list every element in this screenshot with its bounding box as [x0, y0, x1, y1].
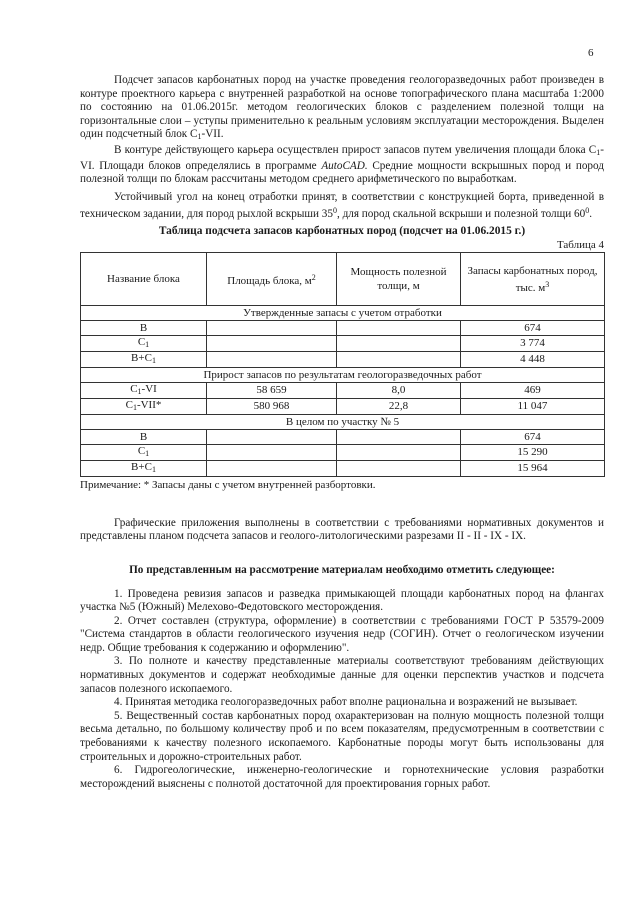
table-note: Примечание: * Запасы даны с учетом внутренней разбортовки. [80, 479, 376, 492]
table-row [81, 399, 605, 415]
table-cell-thickness [337, 430, 461, 445]
findings-list [80, 588, 604, 792]
table-cell-thickness: 8,0 [337, 383, 461, 399]
table-cell-area [207, 430, 337, 445]
reserves-table [80, 252, 605, 477]
table-row [81, 430, 605, 445]
table-cell-block: $В+С_1$ [81, 352, 207, 368]
header-block-name: Название блока [81, 253, 207, 306]
table-cell-reserves: 3 774 [461, 336, 605, 352]
intro-paragraph-2: В контуре действующего карьера осуществлен прирост запасов путем увеличения площади блока $С_1-VI$. Площади блоков определялись в программе AutoCAD. Средние мощности вскрышных пород и пород полезной толщи по блокам рассчитаны методом среднего арифметического по выработкам. [80, 143, 604, 186]
table-cell-thickness [337, 321, 461, 336]
header-reserves: Запасы карбонатных пород, тыс. $м^3$ [461, 253, 605, 306]
page-content [80, 74, 604, 791]
page-number: 6 [588, 47, 594, 59]
table-cell-block: $В+С_1$ [81, 461, 207, 477]
table-cell-reserves: 469 [461, 383, 605, 399]
table-cell-area [207, 445, 337, 461]
header-thickness: Мощность полезной толщи, м [337, 253, 461, 306]
table-cell-thickness [337, 445, 461, 461]
table-section-row [81, 306, 605, 321]
table-cell-reserves: 15 290 [461, 445, 605, 461]
table-cell-block: $С_1-VII*$ [81, 399, 207, 415]
table-row [81, 383, 605, 399]
table-cell-area [207, 461, 337, 477]
table-row [81, 461, 605, 477]
table-section-row [81, 415, 605, 430]
table-cell-area [207, 352, 337, 368]
table-cell-area [207, 336, 337, 352]
header-area: Площадь блока, $м^2$ [207, 253, 337, 306]
table-cell-block: $С_1-VI$ [81, 383, 207, 399]
table-row [81, 352, 605, 368]
table-cell-block: $С_1$ [81, 445, 207, 461]
table-row [81, 336, 605, 352]
table-cell-block: В [81, 321, 207, 336]
finding-item: 1. Проведена ревизия запасов и разведка примыкающей площади карбонатных пород на флангах участка №5 (Южный) Мелехово-Федотовского месторождения. [80, 587, 604, 614]
table-cell-reserves: 11 047 [461, 399, 605, 415]
table-label: Таблица 4 [556, 238, 604, 251]
table-section-title: Прирост запасов по результатам геологоразведочных работ [81, 368, 605, 383]
table-row [81, 321, 605, 336]
table-cell-reserves: 4 448 [461, 352, 605, 368]
table-cell-area: 580 968 [207, 399, 337, 415]
table-cell-reserves: 674 [461, 430, 605, 445]
table-section-title: В целом по участку № 5 [81, 415, 605, 430]
table-body [81, 306, 605, 477]
table-cell-area: 58 659 [207, 383, 337, 399]
table-cell-block: $С_1$ [81, 336, 207, 352]
table-cell-thickness [337, 461, 461, 477]
graphics-paragraph: Графические приложения выполнены в соответствии с требованиями нормативных документов и представлены планом подсчета запасов и геолого-литологическими разрезами II - II - IX - IX. [80, 516, 604, 543]
table-row [81, 445, 605, 461]
table-cell-reserves: 15 964 [461, 461, 605, 477]
table-cell-thickness [337, 336, 461, 352]
table-cell-block: В [81, 430, 207, 445]
finding-item: 2. Отчет составлен (структура, оформление) в соответствии с требованиями ГОСТ Р 53579-2009 "Система стандартов в области геологического изучения недр (СОГИН). Отчет о геологическом изучении недр. Общие требования к содержанию и оформлению". [80, 614, 604, 654]
table-section-row [81, 368, 605, 383]
table-section-title: Утвержденные запасы с учетом отработки [81, 306, 605, 321]
finding-item: 3. По полноте и качеству представленные материалы соответствуют требованиям действующих нормативных документов и содержат необходимые данные для оценки перспектив участков и подсчета запасов полезного ископаемого. [80, 655, 604, 695]
table-cell-reserves: 674 [461, 321, 605, 336]
section-heading: По представленным на рассмотрение материалам необходимо отметить следующее: [129, 563, 555, 576]
intro-paragraph-3: Устойчивый угол на конец отработки принят, в соответствии с конструкцией борта, приведенной в техническом задании, для пород рыхлой вскрыши $35^0$, для пород скальной вскрыши и полезной толщи $60^0$. [80, 190, 604, 221]
table-title: Таблица подсчета запасов карбонатных пород (подсчет на 01.06.2015 г.) [158, 224, 526, 237]
finding-item: 6. Гидрогеологические, инженерно-геологические и горнотехнические условия разработки месторождений выяснены с полнотой достаточной для проектирования горных работ. [80, 764, 604, 790]
intro-paragraph-1: Подсчет запасов карбонатных пород на участке проведения геологоразведочных работ произведен в контуре проектного карьера с внутренней разработкой на основе топографического плана масштаба 1:2000 по состоянию на 01.06.2015г. методом геологических блоков с разделением полезной толщи на горизонтальные слои – уступы применительно к реальным условиям эксплуатации месторождения. Выделен один подсчетный блок $С_1$-VII. [80, 74, 604, 142]
table-cell-thickness: 22,8 [337, 399, 461, 415]
finding-item: 5. Вещественный состав карбонатных пород охарактеризован на полную мощность полезной толщи весьма детально, по большому количеству проб и по всем показателям, предусмотренным в соответствии с требованиями к качеству полезного ископаемого. Карбонатные породы могут быть использованы для строительных и дорожно-строительных работ. [80, 709, 604, 763]
table-header-row [81, 253, 605, 306]
table-cell-area [207, 321, 337, 336]
table-cell-thickness [337, 352, 461, 368]
finding-item: 4. Принятая методика геологоразведочных работ вполне рациональна и возражений не вызывает. [114, 696, 578, 709]
